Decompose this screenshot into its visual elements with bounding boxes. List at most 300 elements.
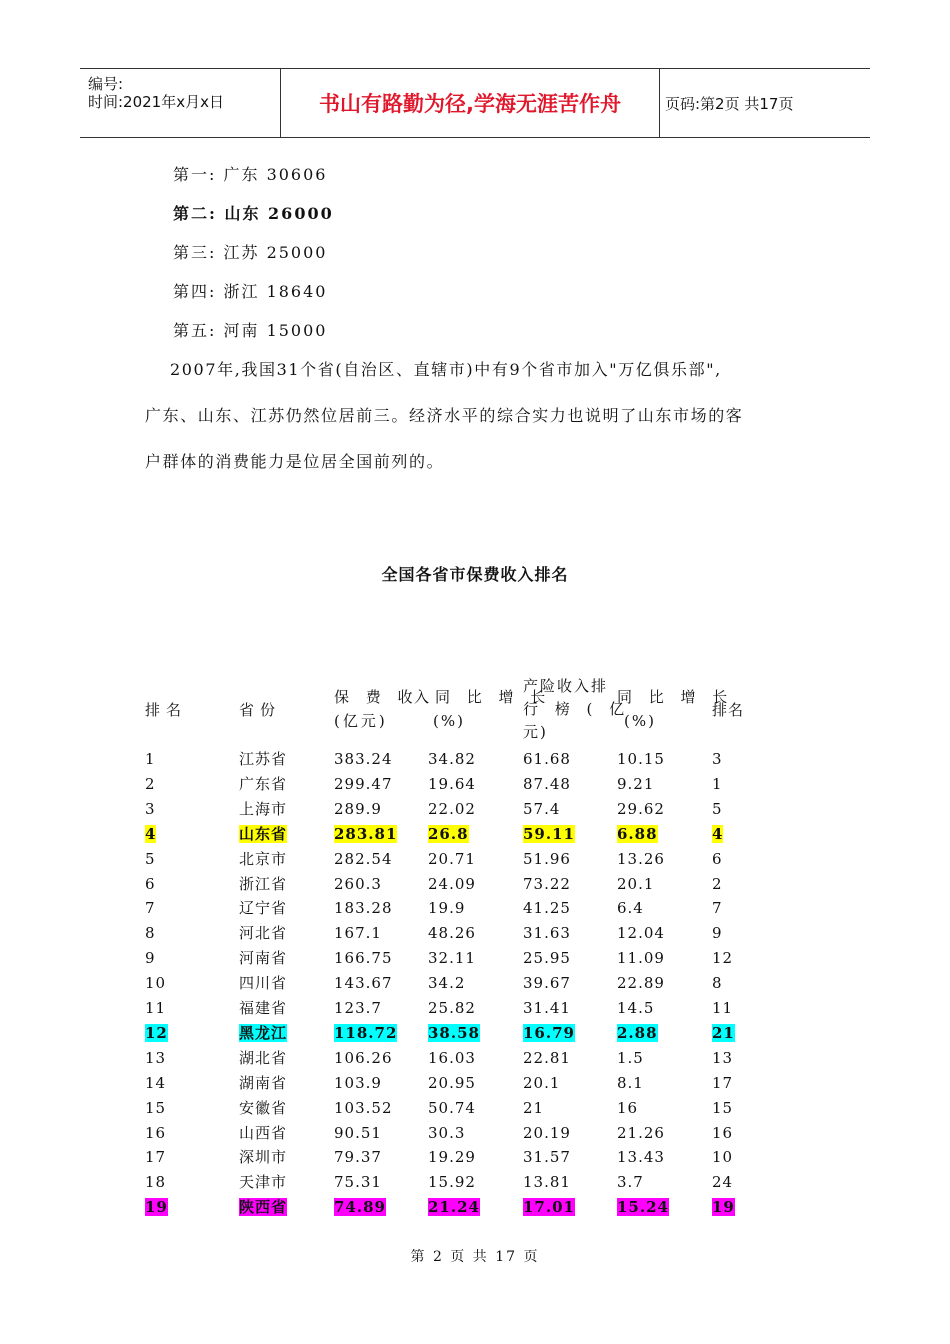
table-row	[0, 849, 950, 871]
cell-text: 29.62	[617, 799, 665, 818]
cell-premium	[334, 948, 393, 968]
cell-text: 7	[145, 899, 156, 918]
cell-text: 20.1	[523, 1073, 561, 1092]
cell-text: 34.2	[428, 974, 466, 993]
col-header-premium: 保 费 收	[334, 688, 419, 706]
cell-text: 289.9	[334, 799, 382, 818]
cell-text: 51.96	[523, 849, 571, 868]
cell-province	[239, 824, 287, 844]
cell-text: 11.09	[617, 949, 665, 968]
cell-text: 10	[145, 974, 167, 993]
cell-premium	[334, 874, 382, 894]
cell-province	[239, 948, 287, 968]
cell-text: 上海市	[239, 799, 288, 818]
ranking-line: 第五: 河南 15000	[173, 321, 328, 340]
cell-text: 41.25	[523, 899, 571, 918]
cell-text: 25.82	[428, 999, 476, 1017]
cell-province	[239, 1147, 287, 1167]
cell-property-growth	[617, 923, 665, 943]
cell-text: 20.71	[428, 849, 476, 868]
ranking-line: 第二: 山东 26000	[173, 204, 334, 223]
cell-province	[239, 923, 287, 943]
cell-premium	[334, 774, 393, 794]
cell-property	[523, 898, 571, 918]
cell-text: 1.5	[617, 1048, 644, 1067]
col-header-growth2: 同 比 增 长	[617, 688, 734, 706]
cell-text: 天津市	[239, 1173, 288, 1192]
cell-rank	[145, 1197, 168, 1217]
col-header-rank2: 排名	[712, 701, 745, 719]
table-row	[0, 774, 950, 796]
cell-text: 383.24	[334, 750, 393, 768]
cell-property-rank	[712, 1098, 733, 1118]
table-row	[0, 874, 950, 896]
cell-text: 103.9	[334, 1073, 382, 1092]
cell-growth	[428, 824, 469, 844]
cell-property-growth	[617, 824, 658, 844]
cell-premium	[334, 849, 393, 869]
col-header-province: 省份	[239, 701, 282, 719]
cell-property-rank	[712, 824, 723, 844]
cell-text: 8.1	[617, 1073, 644, 1092]
cell-premium	[334, 898, 393, 918]
cell-text: 4	[145, 824, 157, 843]
cell-text: 20.19	[523, 1123, 571, 1142]
cell-text: 32.11	[428, 949, 476, 968]
cell-property-rank	[712, 948, 733, 968]
header-meta	[80, 69, 280, 137]
cell-text: 20.95	[428, 1073, 476, 1092]
cell-property-rank	[712, 799, 723, 819]
cell-text: 12.04	[617, 924, 665, 943]
cell-text: 17	[145, 1148, 167, 1167]
cell-text: 87.48	[523, 774, 571, 793]
cell-province	[239, 1073, 287, 1093]
cell-text: 17	[712, 1073, 734, 1092]
cell-property	[523, 973, 571, 993]
cell-text: 10	[712, 1148, 734, 1167]
cell-rank	[145, 998, 166, 1018]
cell-text: 16.03	[428, 1048, 476, 1067]
cell-property-rank	[712, 998, 733, 1018]
cell-growth	[428, 923, 476, 943]
cell-text: 19	[712, 1198, 735, 1217]
cell-province	[239, 898, 287, 918]
table-row	[0, 1023, 950, 1045]
cell-text: 6	[145, 874, 156, 893]
cell-text: 16.79	[523, 1023, 575, 1042]
cell-property-rank	[712, 749, 723, 769]
cell-text: 19	[145, 1198, 168, 1217]
cell-text: 21.24	[428, 1198, 480, 1217]
cell-premium	[334, 749, 393, 769]
table-row	[0, 1098, 950, 1120]
cell-province	[239, 998, 287, 1018]
cell-premium	[334, 799, 382, 819]
cell-province	[239, 973, 287, 993]
cell-text: 19.64	[428, 774, 476, 793]
cell-text: 福建省	[239, 999, 288, 1017]
cell-text: 166.75	[334, 949, 393, 968]
cell-property-rank	[712, 898, 723, 918]
cell-property-rank	[712, 1172, 733, 1192]
cell-text: 24	[712, 1173, 734, 1192]
col-header-premium-unit: (亿元)	[334, 712, 388, 730]
cell-premium	[334, 824, 397, 844]
cell-text: 25.95	[523, 949, 571, 968]
cell-growth	[428, 799, 476, 819]
cell-text: 11	[712, 999, 734, 1017]
table-row	[0, 998, 950, 1020]
cell-province	[239, 1197, 287, 1217]
cell-property	[523, 1073, 560, 1093]
cell-property-growth	[617, 1123, 665, 1143]
paragraph-line: 户群体的消费能力是位居全国前列的。	[145, 452, 445, 471]
table-row	[0, 923, 950, 945]
cell-growth	[428, 849, 476, 869]
cell-text: 14.5	[617, 999, 655, 1017]
col-header-property: 产险收入排	[523, 677, 609, 695]
cell-province	[239, 1172, 287, 1192]
table-row	[0, 1147, 950, 1169]
cell-province	[239, 849, 287, 869]
cell-text: 14	[145, 1073, 167, 1092]
cell-text: 16	[617, 1098, 639, 1117]
cell-text: 3.7	[617, 1173, 644, 1192]
cell-text: 48.26	[428, 924, 476, 943]
cell-province	[239, 749, 287, 769]
cell-text: 16	[145, 1123, 167, 1142]
cell-premium	[334, 923, 382, 943]
table-row	[0, 973, 950, 995]
cell-text: 283.81	[334, 824, 398, 843]
cell-growth	[428, 1172, 476, 1192]
cell-growth	[428, 1023, 480, 1043]
cell-text: 26.8	[428, 824, 469, 843]
cell-text: 12	[145, 1023, 168, 1042]
cell-property-rank	[712, 1197, 735, 1217]
cell-property-growth	[617, 749, 665, 769]
cell-text: 3	[712, 750, 723, 768]
cell-text: 106.26	[334, 1048, 393, 1067]
cell-text: 13	[712, 1048, 734, 1067]
cell-text: 4	[712, 824, 724, 843]
cell-growth	[428, 898, 465, 918]
cell-text: 9	[712, 924, 723, 943]
cell-text: 167.1	[334, 924, 382, 943]
cell-text: 31.41	[523, 999, 571, 1017]
cell-text: 79.37	[334, 1148, 382, 1167]
cell-property-growth	[617, 849, 665, 869]
cell-text: 123.7	[334, 999, 382, 1017]
cell-text: 2.88	[617, 1023, 658, 1042]
cell-property-growth	[617, 998, 654, 1018]
cell-text: 22.02	[428, 799, 476, 818]
cell-text: 21	[712, 1023, 735, 1042]
cell-text: 39.67	[523, 974, 571, 993]
cell-province	[239, 799, 287, 819]
cell-property	[523, 874, 571, 894]
cell-text: 2	[145, 774, 156, 793]
cell-rank	[145, 948, 156, 968]
cell-rank	[145, 799, 156, 819]
cell-premium	[334, 1147, 382, 1167]
cell-text: 6	[712, 849, 723, 868]
cell-property-growth	[617, 1048, 644, 1068]
cell-text: 山西省	[239, 1123, 288, 1142]
cell-text: 四川省	[239, 974, 288, 993]
cell-premium	[334, 1098, 393, 1118]
table-row	[0, 824, 950, 846]
cell-property	[523, 749, 571, 769]
cell-property-growth	[617, 799, 665, 819]
cell-property-rank	[712, 774, 723, 794]
table-row	[0, 749, 950, 771]
col-header-growth-unit: (%)	[433, 712, 465, 730]
cell-text: 江苏省	[239, 750, 288, 768]
cell-growth	[428, 1197, 480, 1217]
cell-text: 黑龙江	[239, 1023, 288, 1042]
cell-property	[523, 998, 571, 1018]
cell-property	[523, 849, 571, 869]
cell-property	[523, 824, 575, 844]
cell-text: 22.89	[617, 974, 665, 993]
cell-growth	[428, 1123, 465, 1143]
cell-property-rank	[712, 1147, 733, 1167]
cell-text: 15.92	[428, 1173, 476, 1192]
cell-property-growth	[617, 1147, 665, 1167]
cell-property-rank	[712, 1023, 735, 1043]
cell-text: 1	[145, 750, 156, 768]
cell-growth	[428, 973, 465, 993]
cell-text: 8	[712, 974, 723, 993]
cell-province	[239, 774, 287, 794]
cell-growth	[428, 749, 476, 769]
cell-province	[239, 1048, 287, 1068]
cell-property-growth	[617, 898, 644, 918]
cell-text: 31.63	[523, 924, 571, 943]
page-footer: 第 2 页 共 17 页	[410, 1249, 540, 1265]
cell-property-rank	[712, 973, 723, 993]
cell-text: 24.09	[428, 874, 476, 893]
cell-text: 陕西省	[239, 1198, 288, 1217]
cell-rank	[145, 774, 156, 794]
cell-text: 8	[145, 924, 156, 943]
cell-growth	[428, 774, 476, 794]
cell-text: 辽宁省	[239, 899, 288, 918]
cell-rank	[145, 898, 156, 918]
cell-text: 18	[145, 1173, 167, 1192]
cell-rank	[145, 749, 156, 769]
cell-text: 38.58	[428, 1023, 480, 1042]
cell-text: 13.81	[523, 1173, 571, 1192]
cell-text: 河南省	[239, 949, 288, 968]
cell-text: 浙江省	[239, 874, 288, 893]
cell-rank	[145, 1172, 166, 1192]
paragraph-line: 广东、山东、江苏仍然位居前三。经济水平的综合实力也说明了山东市场的客	[145, 406, 744, 425]
cell-text: 河北省	[239, 924, 288, 943]
cell-premium	[334, 1048, 393, 1068]
cell-text: 260.3	[334, 874, 382, 893]
cell-premium	[334, 1023, 397, 1043]
cell-text: 5	[145, 849, 156, 868]
cell-text: 73.22	[523, 874, 571, 893]
cell-text: 13.26	[617, 849, 665, 868]
cell-text: 11	[145, 999, 167, 1017]
cell-text: 6.4	[617, 899, 644, 918]
cell-property-growth	[617, 1073, 644, 1093]
cell-text: 183.28	[334, 899, 393, 918]
cell-property	[523, 1172, 571, 1192]
table-row	[0, 1123, 950, 1145]
cell-rank	[145, 1023, 168, 1043]
cell-rank	[145, 923, 156, 943]
cell-text: 3	[145, 799, 156, 818]
cell-text: 22.81	[523, 1048, 571, 1067]
cell-property-rank	[712, 923, 723, 943]
cell-rank	[145, 1073, 166, 1093]
cell-premium	[334, 1172, 382, 1192]
cell-text: 90.51	[334, 1123, 382, 1142]
cell-text: 6.88	[617, 824, 658, 843]
cell-property-growth	[617, 948, 665, 968]
cell-text: 61.68	[523, 750, 571, 768]
cell-text: 15.24	[617, 1198, 669, 1217]
cell-text: 15	[145, 1098, 167, 1117]
header-motto: 书山有路勤为径,学海无涯苦作舟	[280, 69, 660, 137]
cell-text: 13.43	[617, 1148, 665, 1167]
header-page-info: 页码:第2页 共17页	[665, 94, 794, 113]
cell-text: 7	[712, 899, 723, 918]
cell-text: 59.11	[523, 824, 575, 843]
cell-text: 30.3	[428, 1123, 466, 1142]
paragraph-line: 2007年,我国31个省(自治区、直辖市)中有9个省市加入"万亿俱乐部",	[170, 360, 722, 379]
cell-growth	[428, 1147, 476, 1167]
col-header-growth: 入同 比 增 长	[414, 688, 552, 706]
cell-rank	[145, 824, 156, 844]
cell-property	[523, 1147, 571, 1167]
cell-property-growth	[617, 1197, 669, 1217]
cell-text: 湖南省	[239, 1073, 288, 1092]
cell-property	[523, 948, 571, 968]
cell-text: 1	[712, 774, 723, 793]
cell-premium	[334, 973, 393, 993]
cell-text: 12	[712, 949, 734, 968]
cell-growth	[428, 1073, 476, 1093]
cell-property-rank	[712, 849, 723, 869]
cell-province	[239, 874, 287, 894]
table-row	[0, 799, 950, 821]
cell-rank	[145, 973, 166, 993]
table-row	[0, 948, 950, 970]
cell-rank	[145, 874, 156, 894]
cell-rank	[145, 1123, 166, 1143]
cell-text: 13	[145, 1048, 167, 1067]
cell-text: 103.52	[334, 1098, 393, 1117]
cell-property-rank	[712, 1048, 733, 1068]
col-header-property-l2: 行 榜 ( 亿	[523, 700, 631, 718]
cell-text: 20.1	[617, 874, 655, 893]
cell-property-growth	[617, 774, 654, 794]
cell-property	[523, 1123, 571, 1143]
cell-text: 282.54	[334, 849, 393, 868]
cell-text: 广东省	[239, 774, 288, 793]
cell-text: 2	[712, 874, 723, 893]
cell-province	[239, 1023, 287, 1043]
cell-property	[523, 1197, 575, 1217]
cell-text: 10.15	[617, 750, 665, 768]
cell-text: 5	[712, 799, 723, 818]
cell-property-growth	[617, 1023, 658, 1043]
cell-text: 50.74	[428, 1098, 476, 1117]
cell-growth	[428, 1098, 476, 1118]
cell-text: 19.29	[428, 1148, 476, 1167]
cell-text: 19.9	[428, 899, 466, 918]
cell-text: 21	[523, 1098, 545, 1117]
cell-text: 34.82	[428, 750, 476, 768]
cell-property	[523, 1098, 544, 1118]
ranking-line: 第一: 广东 30606	[173, 165, 328, 184]
cell-property-rank	[712, 1073, 733, 1093]
cell-text: 16	[712, 1123, 734, 1142]
time-label: 时间:2021年x月x日	[88, 93, 224, 111]
cell-text: 北京市	[239, 849, 288, 868]
cell-premium	[334, 1123, 382, 1143]
cell-province	[239, 1098, 287, 1118]
cell-province	[239, 1123, 287, 1143]
page-header	[80, 68, 870, 138]
cell-text: 山东省	[239, 824, 288, 843]
cell-rank	[145, 1048, 166, 1068]
cell-text: 安徽省	[239, 1098, 288, 1117]
cell-text: 74.89	[334, 1198, 386, 1217]
table-row	[0, 898, 950, 920]
cell-growth	[428, 948, 476, 968]
number-label: 编号:	[88, 75, 124, 93]
cell-rank	[145, 849, 156, 869]
col-header-property-l3: 元)	[523, 723, 548, 741]
cell-premium	[334, 1073, 382, 1093]
cell-growth	[428, 1048, 476, 1068]
cell-text: 118.72	[334, 1023, 398, 1042]
table-row	[0, 1073, 950, 1095]
cell-property	[523, 799, 560, 819]
cell-property	[523, 774, 571, 794]
cell-text: 17.01	[523, 1198, 575, 1217]
cell-property-growth	[617, 973, 665, 993]
cell-property-growth	[617, 1172, 644, 1192]
cell-text: 75.31	[334, 1173, 382, 1192]
cell-premium	[334, 998, 382, 1018]
cell-property	[523, 923, 571, 943]
col-header-rank: 排名	[145, 701, 188, 719]
cell-property-rank	[712, 874, 723, 894]
cell-text: 57.4	[523, 799, 561, 818]
cell-property	[523, 1048, 571, 1068]
cell-property-growth	[617, 1098, 638, 1118]
cell-text: 299.47	[334, 774, 393, 793]
ranking-line: 第四: 浙江 18640	[173, 282, 328, 301]
cell-text: 143.67	[334, 974, 393, 993]
table-row	[0, 1172, 950, 1194]
cell-property	[523, 1023, 575, 1043]
cell-text: 9	[145, 949, 156, 968]
cell-text: 15	[712, 1098, 734, 1117]
cell-premium	[334, 1197, 386, 1217]
cell-text: 31.57	[523, 1148, 571, 1167]
table-title: 全国各省市保费收入排名	[381, 565, 569, 584]
cell-text: 湖北省	[239, 1048, 288, 1067]
